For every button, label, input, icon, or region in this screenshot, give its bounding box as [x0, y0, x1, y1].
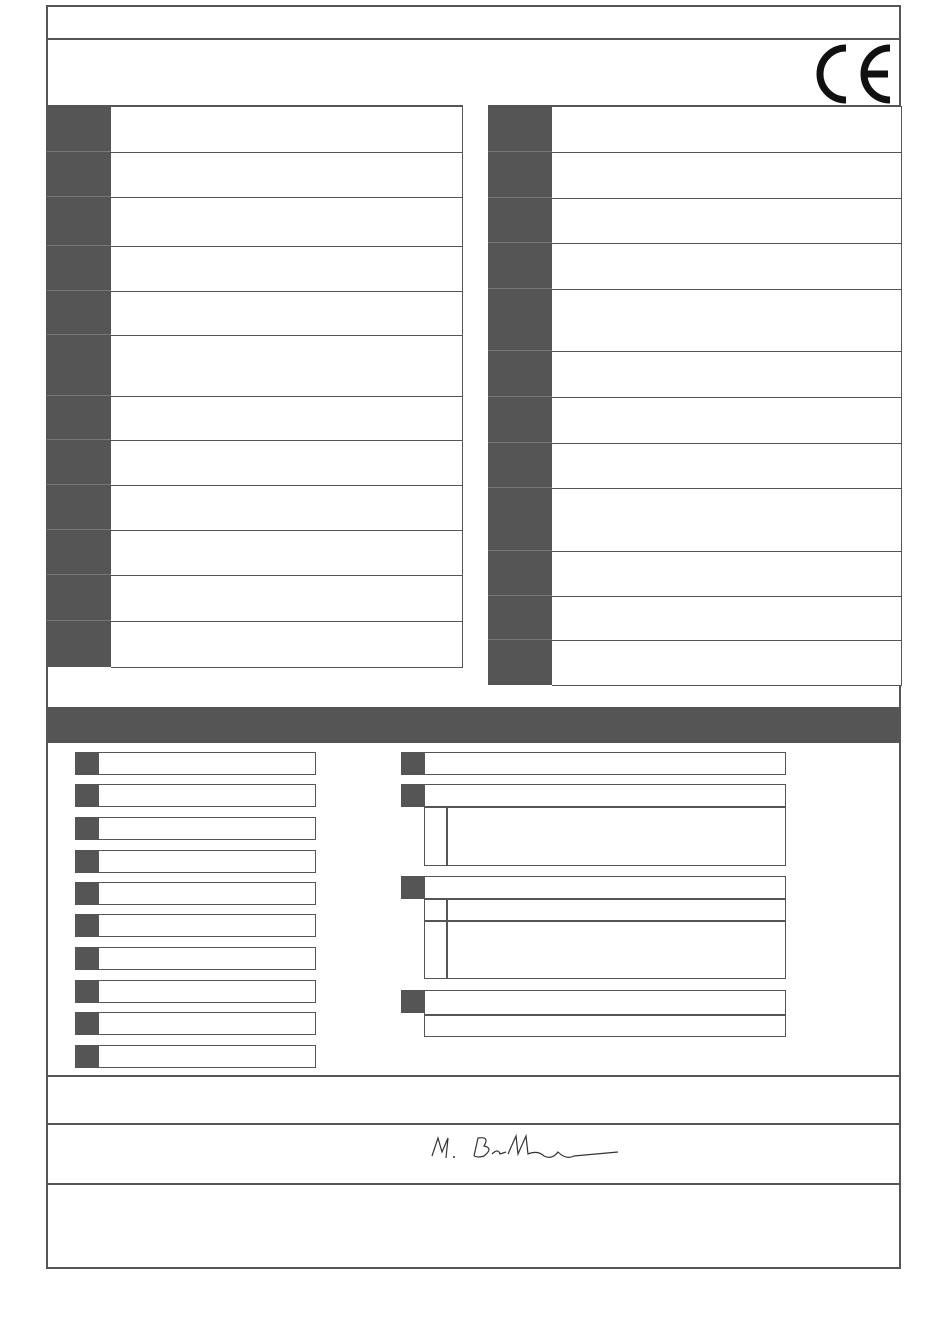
right-grid-number-cell	[488, 443, 552, 488]
footer-note	[56, 1082, 886, 1118]
lower-left-item	[98, 817, 316, 840]
lower-right-group	[424, 990, 786, 1015]
right-grid-row-label	[552, 489, 901, 497]
lower-left-item	[98, 752, 316, 775]
left-grid-number-cell	[47, 106, 111, 152]
right-grid-row-label	[552, 107, 901, 115]
left-grid-row	[111, 335, 463, 397]
right-grid-number-cell	[488, 289, 552, 351]
header-title	[56, 12, 886, 32]
lower-left-item	[98, 914, 316, 937]
sub-item-tab	[424, 807, 447, 866]
right-grid-number-cell	[488, 488, 552, 551]
lower-left-item	[98, 1012, 316, 1035]
left-grid-row	[111, 106, 463, 153]
lower-right-group	[424, 876, 786, 899]
left-grid-number-cell	[47, 575, 111, 621]
right-grid-row	[552, 640, 902, 686]
lower-left-item	[98, 784, 316, 807]
right-grid-row-label	[552, 199, 901, 207]
header-divider	[46, 38, 901, 40]
item-marker	[75, 817, 98, 840]
item-marker	[75, 980, 98, 1003]
left-grid-row-label	[111, 153, 462, 161]
right-grid-number-cell	[488, 640, 552, 685]
right-grid-row	[552, 443, 902, 489]
section-band	[47, 707, 900, 743]
group-marker	[401, 784, 424, 807]
left-grid-number-cell	[47, 440, 111, 485]
right-grid-number-cell	[488, 243, 552, 289]
footer-bottom-text	[56, 1192, 886, 1262]
lower-right-subitem	[447, 921, 786, 979]
right-grid-row-label	[552, 444, 901, 452]
lower-left-item	[98, 1045, 316, 1068]
left-grid-row-label	[111, 441, 462, 449]
left-grid-number-cell	[47, 396, 111, 440]
right-grid-row-label	[552, 641, 901, 649]
left-grid-number-cell	[47, 246, 111, 291]
group-marker	[401, 752, 424, 775]
left-grid-row	[111, 440, 463, 486]
left-grid-row	[111, 197, 463, 247]
right-grid-number-cell	[488, 351, 552, 397]
lower-right-subitem	[447, 807, 786, 866]
left-grid-row	[111, 246, 463, 292]
item-marker	[75, 1045, 98, 1068]
right-grid-row	[552, 152, 902, 199]
footer-divider-3	[46, 1183, 901, 1185]
left-grid-row-label	[111, 531, 462, 539]
left-grid-row-label	[111, 247, 462, 255]
left-grid-row	[111, 291, 463, 336]
left-grid-row	[111, 575, 463, 622]
left-grid-number-cell	[47, 335, 111, 396]
lower-left-item	[98, 980, 316, 1003]
lower-right-subitem	[424, 1015, 786, 1037]
item-marker	[75, 784, 98, 807]
right-grid-number-cell	[488, 551, 552, 596]
right-grid-row	[552, 488, 902, 552]
left-grid-row	[111, 530, 463, 576]
footer-divider-2	[46, 1123, 901, 1125]
left-grid-number-cell	[47, 621, 111, 667]
right-grid-row-label	[552, 290, 901, 298]
right-grid-row	[552, 551, 902, 597]
right-grid-row-label	[552, 597, 901, 605]
left-grid-number-cell	[47, 152, 111, 197]
right-grid-number-cell	[488, 106, 552, 152]
right-grid-row	[552, 106, 902, 153]
lower-left-item	[98, 850, 316, 873]
lower-right-subitem	[447, 899, 786, 921]
left-grid-row	[111, 621, 463, 668]
right-grid-row	[552, 351, 902, 398]
item-marker	[75, 850, 98, 873]
lower-right-group	[424, 752, 786, 775]
lower-left-item	[98, 882, 316, 905]
right-grid-number-cell	[488, 596, 552, 640]
left-grid-row-label	[111, 486, 462, 494]
item-marker	[75, 1012, 98, 1035]
group-marker	[401, 876, 424, 899]
right-grid-number-cell	[488, 198, 552, 243]
footer-divider-1	[46, 1075, 901, 1077]
left-grid-row	[111, 396, 463, 441]
left-grid-number-cell	[47, 291, 111, 335]
right-grid-row	[552, 596, 902, 641]
left-grid-row-label	[111, 292, 462, 300]
left-grid-row-label	[111, 622, 462, 630]
right-grid-row-label	[552, 244, 901, 252]
right-grid-row-label	[552, 153, 901, 161]
right-grid-row-label	[552, 398, 901, 406]
left-grid-row-label	[111, 336, 462, 344]
right-grid-row	[552, 198, 902, 244]
sub-item-tab	[424, 921, 447, 979]
left-grid-row-label	[111, 198, 462, 206]
item-marker	[75, 947, 98, 970]
right-grid-row-label	[552, 552, 901, 560]
item-marker	[75, 914, 98, 937]
signature-image	[428, 1130, 623, 1170]
item-marker	[75, 752, 98, 775]
sub-item-tab	[424, 899, 447, 921]
left-grid-number-cell	[47, 197, 111, 246]
group-marker	[401, 990, 424, 1013]
left-grid-row-label	[111, 107, 462, 115]
right-grid-row	[552, 289, 902, 352]
left-grid-row-label	[111, 576, 462, 584]
left-grid-row	[111, 485, 463, 531]
right-grid-row	[552, 397, 902, 444]
left-grid-row	[111, 152, 463, 198]
right-grid-number-cell	[488, 152, 552, 198]
right-grid-number-cell	[488, 397, 552, 443]
ce-mark-icon	[810, 44, 894, 104]
lower-right-group	[424, 784, 786, 807]
right-grid-row	[552, 243, 902, 290]
item-marker	[75, 882, 98, 905]
left-grid-number-cell	[47, 530, 111, 575]
lower-left-item	[98, 947, 316, 970]
left-grid-row-label	[111, 397, 462, 405]
left-grid-number-cell	[47, 485, 111, 530]
right-grid-row-label	[552, 352, 901, 360]
